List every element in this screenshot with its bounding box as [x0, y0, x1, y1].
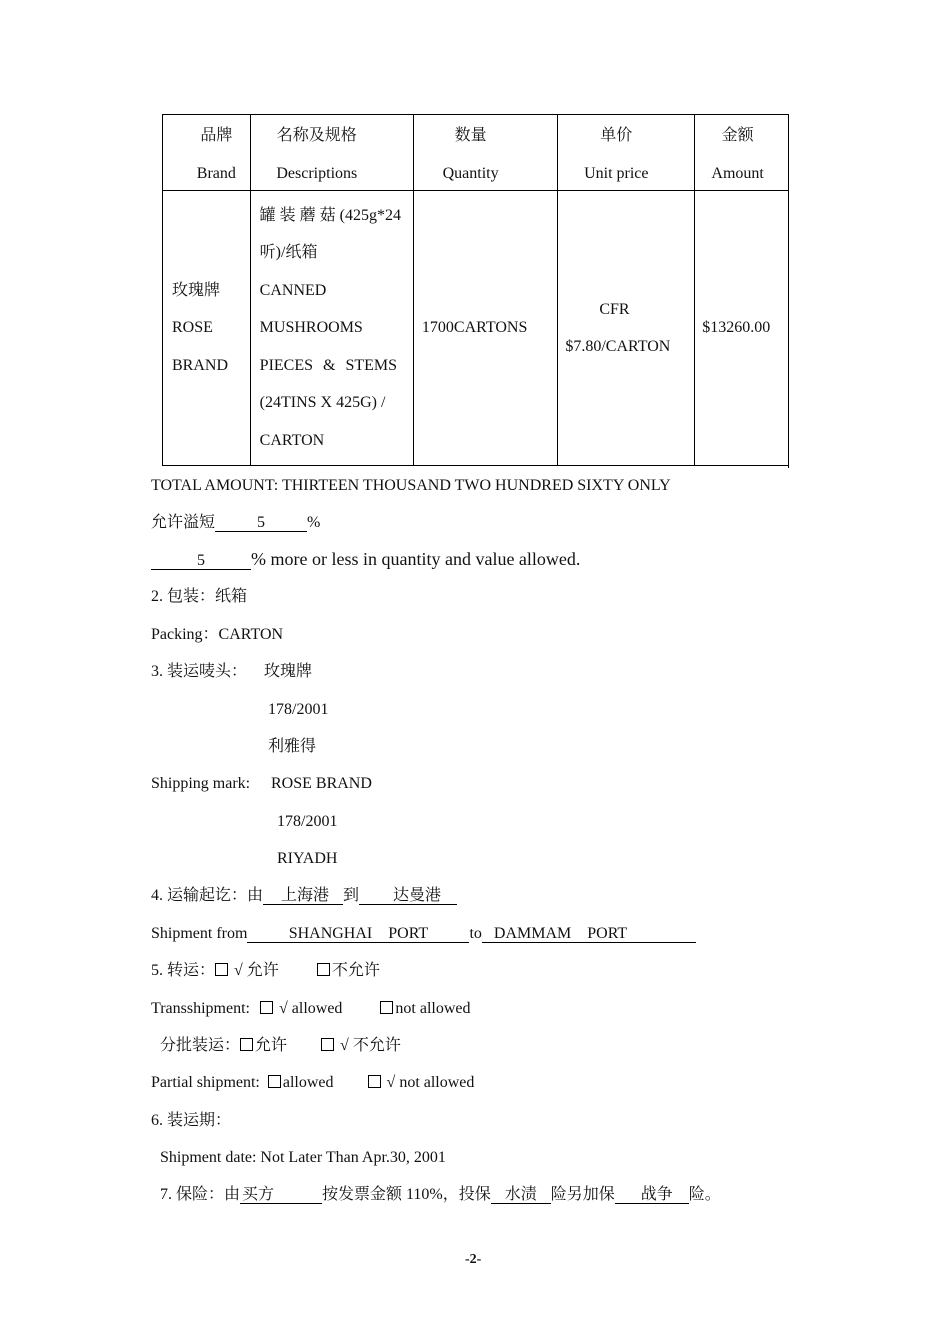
packing-cn: 2. 包装：纸箱	[151, 588, 248, 605]
checkbox-unchecked[interactable]	[317, 963, 330, 976]
shipping-mark-en-line: 178/2001	[277, 813, 338, 830]
shipment-route-cn: 4. 运输起讫：由 上海港 到 达曼港	[151, 888, 457, 905]
table-header-row	[163, 115, 789, 191]
checkbox-unchecked[interactable]	[380, 1001, 393, 1014]
checkbox-checked[interactable]	[321, 1038, 334, 1051]
table-row	[163, 191, 789, 466]
shipping-mark-cn-label: 3. 装运唛头：	[151, 663, 248, 680]
goods-table	[162, 114, 789, 466]
partial-shipment-en: Partial shipment: allowed √ not allowed	[151, 1074, 475, 1091]
header-unit-price: 单价 Unit price	[558, 115, 695, 191]
insurance-by: 买方	[240, 1187, 322, 1204]
shipment-route-en: Shipment from SHANGHAI PORT to DAMMAM PORT	[151, 926, 696, 943]
table-outer-line	[788, 114, 789, 468]
shipment-date-cn: 6. 装运期：	[151, 1112, 232, 1129]
tolerance-en: 5 % more or less in quantity and value allowed.	[151, 550, 580, 570]
tolerance-value: 5	[215, 515, 307, 532]
checkbox-checked[interactable]	[260, 1001, 273, 1014]
checkbox-unchecked[interactable]	[240, 1038, 253, 1051]
transshipment-en: Transshipment: √ allowed not allowed	[151, 1000, 471, 1017]
insurance-cn: 7. 保险：由 买方 按发票金额 110%，投保 水渍 险另加保 战争 险。	[160, 1186, 721, 1203]
shipment-date-en: Shipment date: Not Later Than Apr.30, 2001	[160, 1149, 446, 1166]
cell-description: 罐 装 蘑 菇 (425g*24 听)/纸箱 CANNED MUSHROOMS PIECES & STEMS (24TINS X 425G) / CARTON	[250, 191, 413, 466]
insurance-extra: 战争	[615, 1187, 689, 1204]
total-amount: TOTAL AMOUNT: THIRTEEN THOUSAND TWO HUNDRED SIXTY ONLY	[151, 477, 671, 494]
checkbox-checked[interactable]	[368, 1075, 381, 1088]
cell-unit-price: CFR $7.80/CARTON	[558, 191, 695, 466]
shipping-mark-en-line: RIYADH	[277, 850, 338, 867]
transshipment-cn: 5. 转运： √ 允许 不允许	[151, 962, 380, 979]
header-brand: 品牌 Brand	[163, 115, 251, 191]
cell-brand: 玫瑰牌 ROSE BRAND	[163, 191, 251, 466]
route-to-cn: 达曼港	[359, 888, 457, 905]
page-number: -2-	[465, 1252, 482, 1267]
checkbox-checked[interactable]	[215, 963, 228, 976]
route-from-en: SHANGHAI PORT	[247, 926, 469, 943]
tolerance-cn: 允许溢短 5 %	[151, 514, 321, 531]
header-quantity: 数量 Quantity	[413, 115, 557, 191]
cell-amount: $13260.00	[695, 191, 789, 466]
shipping-mark-cn-line: 玫瑰牌	[264, 663, 313, 680]
route-from-cn: 上海港	[263, 888, 343, 905]
cell-quantity: 1700CARTONS	[413, 191, 557, 466]
header-amount: 金额 Amount	[695, 115, 789, 191]
tolerance-value-en: 5	[151, 553, 251, 570]
shipping-mark-cn-line: 利雅得	[268, 738, 317, 755]
route-to-en: DAMMAM PORT	[482, 926, 696, 943]
packing-en: Packing：CARTON	[151, 626, 284, 643]
insurance-risk: 水渍	[491, 1187, 551, 1204]
shipping-mark-en-line: ROSE BRAND	[271, 775, 372, 792]
checkbox-unchecked[interactable]	[268, 1075, 281, 1088]
shipping-mark-cn-line: 178/2001	[268, 701, 329, 718]
partial-shipment-cn: 分批装运： 允许 √ 不允许	[160, 1037, 401, 1054]
header-descriptions: 名称及规格 Descriptions	[250, 115, 413, 191]
shipping-mark-en-label: Shipping mark:	[151, 775, 251, 792]
